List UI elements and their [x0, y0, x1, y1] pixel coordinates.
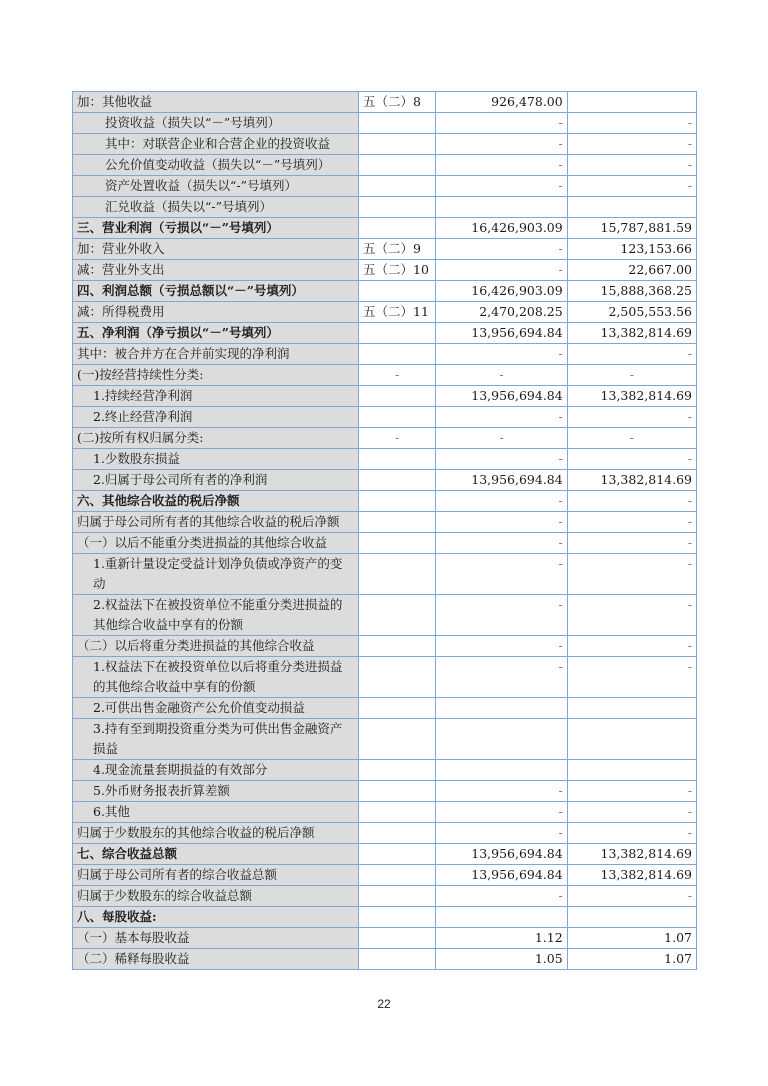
- row-note: 五（二）10: [359, 260, 436, 281]
- row-label: 1.少数股东损益: [73, 449, 359, 470]
- row-current-amount: -: [436, 636, 567, 657]
- table-row: [73, 449, 697, 470]
- row-label: 归属于少数股东的综合收益总额: [73, 886, 359, 907]
- row-label: 2.归属于母公司所有者的净利润: [73, 470, 359, 491]
- table-row: [73, 407, 697, 428]
- row-current-amount: -: [436, 512, 567, 533]
- row-prior-amount: 22,667.00: [567, 260, 696, 281]
- row-label: 其中：对联营企业和合营企业的投资收益: [73, 134, 359, 155]
- row-prior-amount: -: [567, 113, 696, 134]
- row-current-amount: -: [436, 239, 567, 260]
- row-label: 公允价值变动收益（损失以“－”号填列）: [73, 155, 359, 176]
- row-current-amount: 1.12: [436, 928, 567, 949]
- row-note: [359, 533, 436, 554]
- table-row: [73, 323, 697, 344]
- row-prior-amount: -: [567, 554, 696, 595]
- row-prior-amount: 123,153.66: [567, 239, 696, 260]
- row-note: [359, 134, 436, 155]
- table-row: [73, 554, 697, 595]
- row-note: [359, 865, 436, 886]
- row-label: （二）以后将重分类进损益的其他综合收益: [73, 636, 359, 657]
- row-prior-amount: -: [567, 657, 696, 698]
- row-note: [359, 197, 436, 218]
- row-note: [359, 698, 436, 719]
- row-current-amount: -: [436, 134, 567, 155]
- row-current-amount: -: [436, 344, 567, 365]
- row-label: 2.终止经营净利润: [73, 407, 359, 428]
- row-note: [359, 218, 436, 239]
- row-prior-amount: -: [567, 491, 696, 512]
- row-note: 五（二）11: [359, 302, 436, 323]
- row-current-amount: -: [436, 176, 567, 197]
- row-label: 归属于母公司所有者的其他综合收益的税后净额: [73, 512, 359, 533]
- row-current-amount: 13,956,694.84: [436, 323, 567, 344]
- table-row: [73, 92, 697, 113]
- table-row: [73, 886, 697, 907]
- row-current-amount: -: [436, 155, 567, 176]
- row-note: [359, 554, 436, 595]
- row-note: [359, 281, 436, 302]
- row-current-amount: [436, 698, 567, 719]
- row-prior-amount: [567, 698, 696, 719]
- row-current-amount: 926,478.00: [436, 92, 567, 113]
- row-note: [359, 155, 436, 176]
- row-label: 3.持有至到期投资重分类为可供出售金融资产损益: [73, 719, 359, 760]
- row-note: [359, 949, 436, 970]
- row-label: 归属于少数股东的其他综合收益的税后净额: [73, 823, 359, 844]
- table-row: [73, 719, 697, 760]
- row-note: [359, 113, 436, 134]
- row-label: 资产处置收益（损失以“-”号填列）: [73, 176, 359, 197]
- row-prior-amount: [567, 760, 696, 781]
- table-row: [73, 113, 697, 134]
- table-row: [73, 760, 697, 781]
- row-prior-amount: 13,382,814.69: [567, 386, 696, 407]
- row-prior-amount: -: [567, 134, 696, 155]
- table-row: [73, 636, 697, 657]
- table-row: [73, 533, 697, 554]
- row-prior-amount: 2,505,553.56: [567, 302, 696, 323]
- row-prior-amount: -: [567, 823, 696, 844]
- table-row: [73, 802, 697, 823]
- table-row: [73, 928, 697, 949]
- row-note: [359, 823, 436, 844]
- row-prior-amount: -: [567, 636, 696, 657]
- row-note: [359, 907, 436, 928]
- row-note: [359, 657, 436, 698]
- row-prior-amount: 13,382,814.69: [567, 323, 696, 344]
- row-note: [359, 386, 436, 407]
- row-current-amount: -: [436, 886, 567, 907]
- row-current-amount: -: [436, 449, 567, 470]
- row-note: 五（二）8: [359, 92, 436, 113]
- table-row: [73, 365, 697, 386]
- row-prior-amount: 15,787,881.59: [567, 218, 696, 239]
- row-label: 减：所得税费用: [73, 302, 359, 323]
- row-current-amount: -: [436, 554, 567, 595]
- row-note: [359, 781, 436, 802]
- row-current-amount: -: [436, 407, 567, 428]
- row-current-amount: -: [436, 428, 567, 449]
- row-label: 八、每股收益:: [73, 907, 359, 928]
- row-label: 归属于母公司所有者的综合收益总额: [73, 865, 359, 886]
- row-note: [359, 760, 436, 781]
- row-current-amount: [436, 197, 567, 218]
- table-row: [73, 386, 697, 407]
- row-note: [359, 449, 436, 470]
- table-row: [73, 302, 697, 323]
- row-prior-amount: -: [567, 449, 696, 470]
- row-prior-amount: 1.07: [567, 928, 696, 949]
- page-number: 22: [377, 997, 391, 1011]
- row-current-amount: -: [436, 260, 567, 281]
- row-current-amount: 2,470,208.25: [436, 302, 567, 323]
- income-statement-table: [72, 91, 697, 970]
- row-prior-amount: -: [567, 155, 696, 176]
- row-label: 汇兑收益（损失以“-”号填列）: [73, 197, 359, 218]
- row-label: 投资收益（损失以“－”号填列）: [73, 113, 359, 134]
- row-current-amount: -: [436, 533, 567, 554]
- table-row: [73, 491, 697, 512]
- table-row: [73, 260, 697, 281]
- row-label: 减：营业外支出: [73, 260, 359, 281]
- row-label: 加：其他收益: [73, 92, 359, 113]
- table-row: [73, 949, 697, 970]
- table-row: [73, 907, 697, 928]
- row-note: [359, 491, 436, 512]
- row-note: [359, 512, 436, 533]
- table-row: [73, 595, 697, 636]
- row-prior-amount: -: [567, 512, 696, 533]
- row-current-amount: 16,426,903.09: [436, 281, 567, 302]
- row-current-amount: -: [436, 823, 567, 844]
- row-prior-amount: 15,888,368.25: [567, 281, 696, 302]
- row-prior-amount: [567, 907, 696, 928]
- row-label: 1.权益法下在被投资单位以后将重分类进损益的其他综合收益中享有的份额: [73, 657, 359, 698]
- row-note: [359, 323, 436, 344]
- table-row: [73, 865, 697, 886]
- row-prior-amount: [567, 197, 696, 218]
- row-current-amount: -: [436, 802, 567, 823]
- row-label: 5.外币财务报表折算差额: [73, 781, 359, 802]
- row-label: 其中：被合并方在合并前实现的净利润: [73, 344, 359, 365]
- table-row: [73, 155, 697, 176]
- row-prior-amount: 13,382,814.69: [567, 844, 696, 865]
- row-label: 七、综合收益总额: [73, 844, 359, 865]
- table-row: [73, 781, 697, 802]
- row-label: 六、其他综合收益的税后净额: [73, 491, 359, 512]
- row-note: [359, 176, 436, 197]
- row-current-amount: 13,956,694.84: [436, 386, 567, 407]
- row-note: -: [359, 365, 436, 386]
- row-prior-amount: -: [567, 886, 696, 907]
- row-note: [359, 407, 436, 428]
- row-prior-amount: [567, 719, 696, 760]
- row-label: （二）稀释每股收益: [73, 949, 359, 970]
- row-prior-amount: -: [567, 595, 696, 636]
- row-label: 四、利润总额（亏损总额以“－”号填列）: [73, 281, 359, 302]
- row-note: [359, 344, 436, 365]
- row-note: -: [359, 428, 436, 449]
- row-current-amount: 16,426,903.09: [436, 218, 567, 239]
- row-prior-amount: -: [567, 802, 696, 823]
- table-row: [73, 657, 697, 698]
- row-label: （一）以后不能重分类进损益的其他综合收益: [73, 533, 359, 554]
- row-note: [359, 928, 436, 949]
- row-prior-amount: -: [567, 781, 696, 802]
- income-statement-body: [73, 92, 697, 970]
- row-current-amount: 1.05: [436, 949, 567, 970]
- table-row: [73, 823, 697, 844]
- row-label: 2.权益法下在被投资单位不能重分类进损益的其他综合收益中享有的份额: [73, 595, 359, 636]
- row-current-amount: -: [436, 365, 567, 386]
- row-current-amount: -: [436, 781, 567, 802]
- row-current-amount: -: [436, 491, 567, 512]
- row-note: [359, 886, 436, 907]
- table-row: [73, 218, 697, 239]
- row-note: [359, 802, 436, 823]
- row-current-amount: -: [436, 113, 567, 134]
- row-current-amount: -: [436, 595, 567, 636]
- row-label: 4.现金流量套期损益的有效部分: [73, 760, 359, 781]
- row-prior-amount: 1.07: [567, 949, 696, 970]
- row-note: [359, 719, 436, 760]
- row-prior-amount: -: [567, 407, 696, 428]
- table-row: [73, 512, 697, 533]
- row-prior-amount: [567, 92, 696, 113]
- row-label: 1.持续经营净利润: [73, 386, 359, 407]
- row-label: 6.其他: [73, 802, 359, 823]
- row-current-amount: -: [436, 657, 567, 698]
- row-current-amount: 13,956,694.84: [436, 470, 567, 491]
- row-note: [359, 470, 436, 491]
- row-label: (二)按所有权归属分类:: [73, 428, 359, 449]
- row-label: （一）基本每股收益: [73, 928, 359, 949]
- row-label: 三、营业利润（亏损以“－”号填列）: [73, 218, 359, 239]
- row-note: 五（二）9: [359, 239, 436, 260]
- row-label: 2.可供出售金融资产公允价值变动损益: [73, 698, 359, 719]
- row-prior-amount: -: [567, 533, 696, 554]
- row-note: [359, 595, 436, 636]
- row-label: 加：营业外收入: [73, 239, 359, 260]
- row-current-amount: 13,956,694.84: [436, 865, 567, 886]
- row-current-amount: [436, 719, 567, 760]
- row-current-amount: [436, 760, 567, 781]
- row-label: (一)按经营持续性分类:: [73, 365, 359, 386]
- table-row: [73, 239, 697, 260]
- row-prior-amount: -: [567, 344, 696, 365]
- table-row: [73, 428, 697, 449]
- row-prior-amount: -: [567, 428, 696, 449]
- row-prior-amount: -: [567, 176, 696, 197]
- row-prior-amount: 13,382,814.69: [567, 865, 696, 886]
- table-row: [73, 698, 697, 719]
- row-prior-amount: -: [567, 365, 696, 386]
- table-row: [73, 197, 697, 218]
- table-row: [73, 176, 697, 197]
- row-prior-amount: 13,382,814.69: [567, 470, 696, 491]
- table-row: [73, 281, 697, 302]
- row-label: 1.重新计量设定受益计划净负债或净资产的变动: [73, 554, 359, 595]
- row-current-amount: [436, 907, 567, 928]
- table-row: [73, 344, 697, 365]
- row-note: [359, 636, 436, 657]
- row-label: 五、净利润（净亏损以“－”号填列）: [73, 323, 359, 344]
- table-row: [73, 470, 697, 491]
- row-note: [359, 844, 436, 865]
- table-row: [73, 844, 697, 865]
- table-row: [73, 134, 697, 155]
- row-current-amount: 13,956,694.84: [436, 844, 567, 865]
